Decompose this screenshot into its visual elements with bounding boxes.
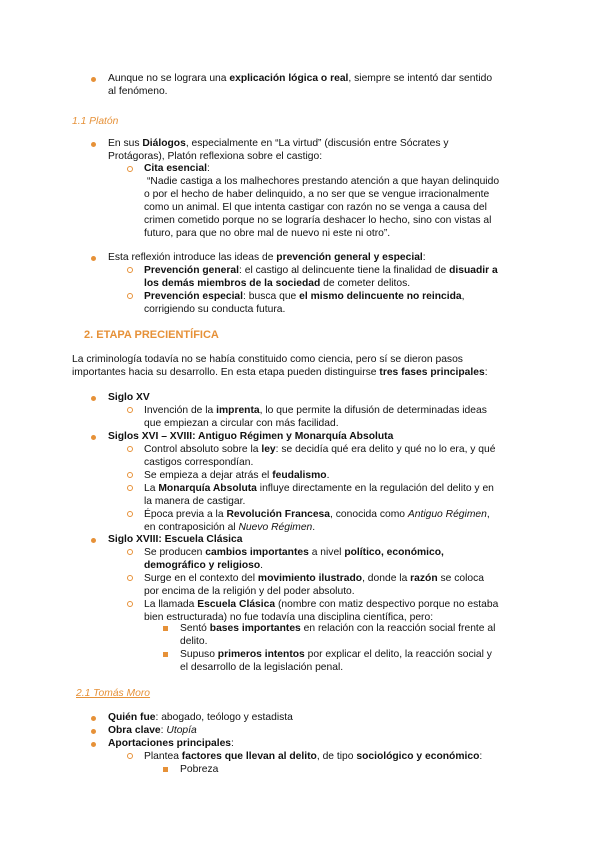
cita-line: como un animal. El que intenta castigar con razón no se venga a causa del [144,202,487,213]
siglos-xvi-xviii-title: Siglos XVI – XVIII: Antiguo Régimen y Monarquía Absoluta [108,431,394,442]
bullet-dot [91,77,96,82]
moro-aportaciones: Aportaciones principales: [108,738,234,749]
section-heading-etapa: 2. ETAPA PRECIENTÍFICA [84,329,219,341]
bullet-circle [127,166,133,172]
section-heading-platon: 1.1 Platón [72,116,119,127]
bullet-dot [91,729,96,734]
bullet-circle [127,575,133,581]
cita-line: futuro, para que no obre mal de nuevo ni este ni otro”. [144,228,391,239]
siglo-xviii-item-ilustrado: Surge en el contexto del movimiento ilustrado, donde la razón se coloca por encima de la religión y del poder absoluto. [144,573,484,597]
bullet-square [163,767,168,772]
prevencion-general-item: Prevención general: el castigo al delincuente tiene la finalidad de disuadir a los demás miembros de la sociedad de cometer delitos. [144,265,498,289]
bullet-circle [127,601,133,607]
cita-line: crimen cometido porque no se lograría deshacer lo hecho, sino con vistas al [144,215,492,226]
siglo-xviii-item-escuela: La llamada Escuela Clásica (nombre con matiz despectivo porque no estaba bien estructurada) no fue todavía una disciplina científica, pero: [144,599,499,623]
bullet-circle [127,549,133,555]
cita-line: o por el hecho de haber delinquido, a no ser que se vengue irracionalmente [144,189,490,200]
bullet-dot [91,716,96,721]
bullet-dot [91,396,96,401]
escuela-sub-intentos: Supuso primeros intentos por explicar el delito, la reacción social y el desarrollo de la legislación penal. [180,649,492,673]
section-heading-moro: 2.1 Tomás Moro [76,688,151,699]
bullet-square [163,652,168,657]
bullet-square [163,626,168,631]
bullet-circle [127,446,133,452]
bullet-circle [127,407,133,413]
intro-paragraph: Aunque no se lograra una explicación lógica o real, siempre se intentó dar sentido al fenómeno. [108,73,493,97]
platon-dialogos-paragraph: En sus Diálogos, especialmente en “La virtud” (discusión entre Sócrates y Protágoras), Platón reflexiona sobre el castigo: [108,138,449,162]
bullet-circle [127,753,133,759]
prevencion-especial-item: Prevención especial: busca que el mismo delincuente no reincida, corrigiendo su conducta futura. [144,291,465,315]
moro-plantea: Plantea factores que llevan al delito, de tipo sociológico y económico: [144,751,483,762]
siglos-item-ley: Control absoluto sobre la ley: se decidía qué era delito y qué no lo era, y qué castigos correspondían. [144,444,496,468]
siglo-xv-title: Siglo XV [108,392,150,403]
moro-obra-clave: Obra clave: Utopía [108,725,197,736]
cita-esencial-block: Cita esencial: “Nadie castiga a los malhechores prestando atención a que hayan delinquido o por el hecho de haber delinquido, a no ser que se vengue irracionalmente como un animal. El que intenta castigar con razón no se venga a causa del crimen cometido porque no se lograría deshacer lo hecho, sino con vistas al futuro, para que no obre mal de nuevo ni este ni otro”. [144,162,584,240]
moro-pobreza: Pobreza [180,764,219,775]
bullet-circle [127,267,133,273]
etapa-intro-paragraph: La criminología todavía no se había constituido como ciencia, pero sí se dieron pasos importantes hacia su desarrollo. En esta etapa pueden distinguirse tres fases principales: [72,354,488,378]
bullet-circle [127,511,133,517]
bullet-circle [127,293,133,299]
bullet-circle [127,472,133,478]
bullet-dot [91,142,96,147]
bullet-dot [91,435,96,440]
siglo-xviii-item-cambios: Se producen cambios importantes a nivel político, económico, demográfico y religioso. [144,547,444,571]
siglo-xv-item: Invención de la imprenta, lo que permite la difusión de determinadas ideas que empiezan a circular con más facilidad. [144,405,487,429]
siglos-item-feudalismo: Se empieza a dejar atrás el feudalismo. [144,470,330,481]
siglo-xviii-title: Siglo XVIII: Escuela Clásica [108,534,243,545]
bullet-dot [91,256,96,261]
reflexion-paragraph: Esta reflexión introduce las ideas de prevención general y especial: [108,252,426,263]
siglos-item-monarquia: La Monarquía Absoluta influye directamente en la regulación del delito y en la manera de castigar. [144,483,494,507]
bullet-dot [91,538,96,543]
siglos-item-revolucion: Época previa a la Revolución Francesa, conocida como Antiguo Régimen, en contraposición al Nuevo Régimen. [144,509,490,533]
moro-quien-fue: Quién fue: abogado, teólogo y estadista [108,712,293,723]
bullet-dot [91,742,96,747]
bullet-circle [127,485,133,491]
escuela-sub-bases: Sentó bases importantes en relación con la reacción social frente al delito. [180,623,496,647]
cita-line: “Nadie castiga a los malhechores prestando atención a que hayan delinquido [147,176,500,187]
